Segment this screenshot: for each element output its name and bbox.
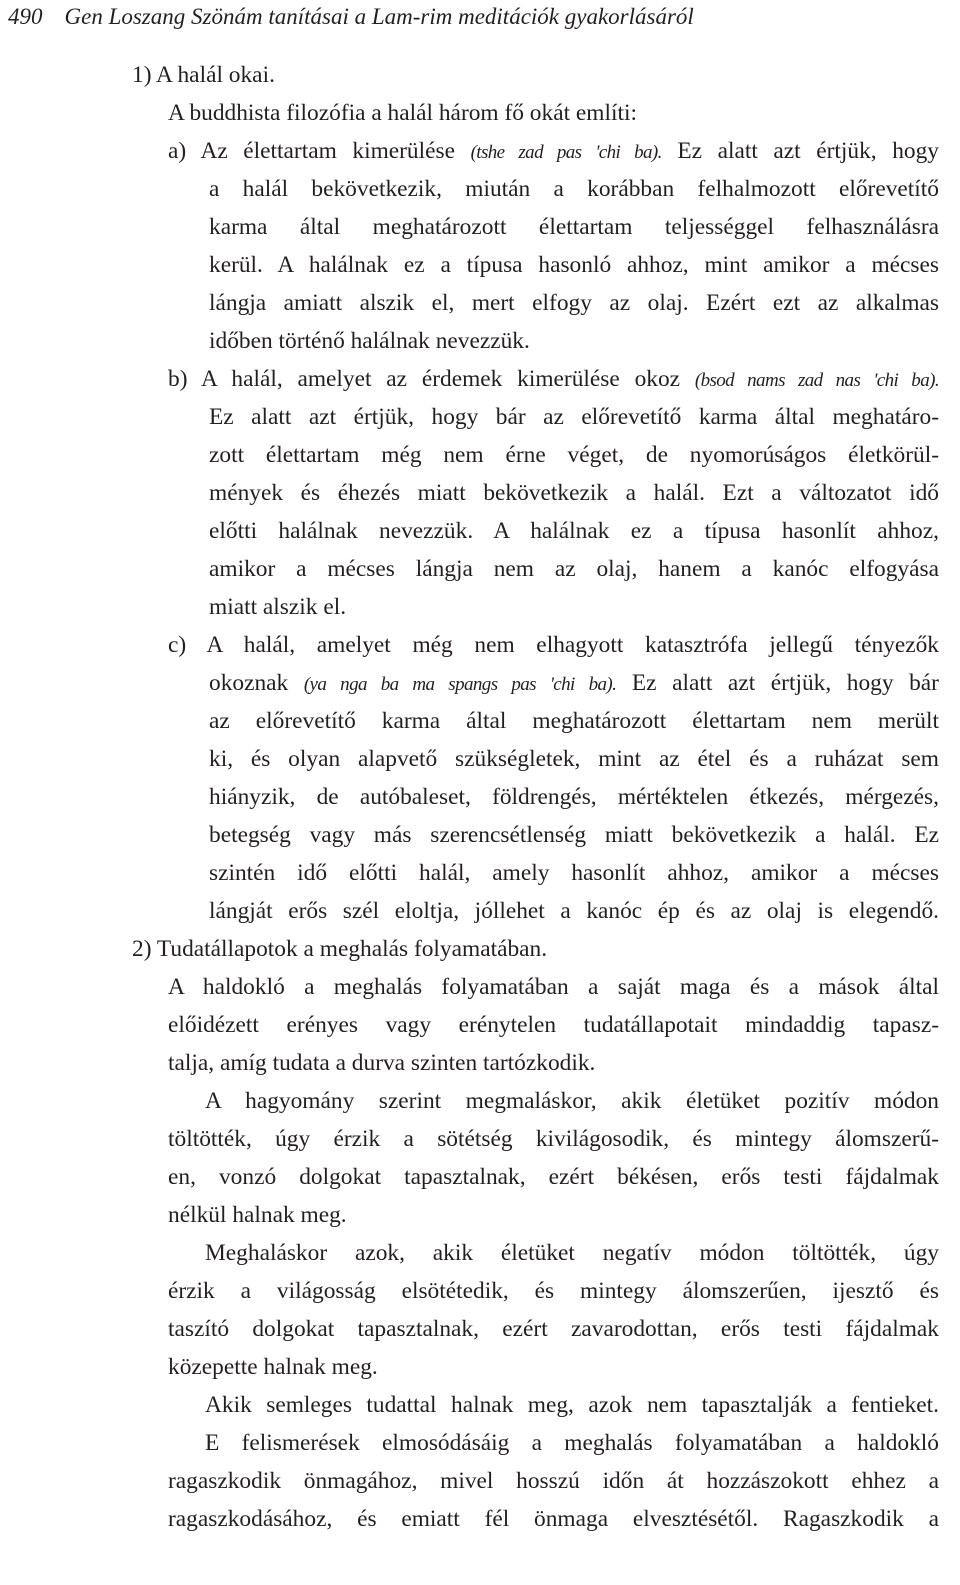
text-line: kerül. A halálnak ez a típusa hasonló ahhoz, mint amikor a mécses: [209, 252, 939, 278]
text-line: hiányzik, de autóbaleset, földrengés, mértéktelen étkezés, mérgezés,: [209, 784, 939, 810]
text-line: miatt alszik el.: [209, 594, 347, 620]
paragraph-start: Meghaláskor azok, akik életüket negatív módon töltötték, úgy: [205, 1240, 939, 1266]
text-line: Ez alatt azt értjük, hogy bár az előrevetítő karma által meghatáro-: [209, 404, 939, 430]
text-line: időben történő halálnak nevezzük.: [209, 328, 530, 354]
text-run: b) A halál, amelyet az érdemek kimerülése okoz: [168, 366, 681, 392]
text-run: Ez alatt azt értjük, hogy: [677, 138, 939, 164]
text-line: en, vonzó dolgokat tapasztalnak, ezért békésen, erős testi fájdalmak: [168, 1164, 939, 1190]
text-line: töltötték, úgy érzik a sötétség kivilágosodik, és mintegy álomszerű-: [168, 1126, 939, 1152]
text-line: karma által meghatározott élettartam teljességgel felhasználásra: [209, 214, 939, 240]
text-line: szintén idő előtti halál, amely hasonlít ahhoz, amikor a mécses: [209, 860, 939, 886]
text-line: lángját erős szél eloltja, jóllehet a kanóc ép és az olaj is elegendő.: [209, 898, 939, 924]
text-line: ragaszkodásához, és emiatt fél önmaga elvesztésétől. Ragaszkodik a: [168, 1506, 939, 1532]
text-run: okoznak: [209, 670, 289, 696]
list-item-c: c) A halál, amelyet még nem elhagyott katasztrófa jellegű tényezők: [168, 632, 939, 658]
list-item-a: [168, 136, 939, 168]
text-line: lángja amiatt alszik el, mert elfogy az olaj. Ezért ezt az alkalmas: [209, 290, 939, 316]
section-heading-2: 2) Tudatállapotok a meghalás folyamatában.: [132, 936, 548, 962]
text-line: az előrevetítő karma által meghatározott élettartam nem merült: [209, 708, 939, 734]
text-line: talja, amíg tudata a durva szinten tartózkodik.: [168, 1050, 596, 1076]
text-line: zott élettartam még nem érne véget, de nyomorúságos életkörül-: [209, 442, 939, 468]
tibetan-term: (ya nga ba ma spangs pas 'chi ba).: [303, 674, 617, 695]
tibetan-term: (bsod nams zad nas 'chi ba).: [694, 370, 939, 391]
paragraph-start: Akik semleges tudattal halnak meg, azok nem tapasztalják a fentieket.: [205, 1392, 939, 1418]
paragraph-start: A hagyomány szerint megmaláskor, akik életüket pozitív módon: [205, 1088, 939, 1114]
text-run: a) Az élettartam kimerülése: [168, 138, 455, 164]
paragraph-start: E felismerések elmosódásáig a meghalás folyamatában a haldokló: [205, 1430, 939, 1456]
text-line: betegség vagy más szerencsétlenség miatt bekövetkezik a halál. Ez: [209, 822, 939, 848]
section-heading-1: 1) A halál okai.: [132, 62, 275, 88]
text-line: A haldokló a meghalás folyamatában a saját maga és a mások által: [168, 974, 939, 1000]
running-title: Gen Loszang Szönám tanításai a Lam-rim meditációk gyakorlásáról: [64, 4, 694, 29]
text-line: ki, és olyan alapvető szükségletek, mint az étel és a ruházat sem: [209, 746, 939, 772]
text-run: Ez alatt azt értjük, hogy bár: [631, 670, 939, 696]
text-line: taszító dolgokat tapasztalnak, ezért zavarodottan, erős testi fájdalmak: [168, 1316, 939, 1342]
text-line: a halál bekövetkezik, miután a korábban felhalmozott előrevetítő: [209, 176, 939, 202]
text-line: amikor a mécses lángja nem az olaj, hanem a kanóc elfogyása: [209, 556, 939, 582]
text-line: [209, 668, 939, 700]
text-line: előtti halálnak nevezzük. A halálnak ez a típusa hasonlít ahhoz,: [209, 518, 939, 544]
tibetan-term: (tshe zad pas 'chi ba).: [470, 142, 662, 163]
text-line: érzik a világosság elsötétedik, és mintegy álomszerűen, ijesztő és: [168, 1278, 939, 1304]
text-line: A buddhista filozófia a halál három fő okát említi:: [168, 100, 637, 126]
running-header: [8, 2, 694, 32]
page-number: 490: [8, 4, 43, 29]
text-line: előidézett erényes vagy erénytelen tudatállapotait mindaddig tapasz-: [168, 1012, 939, 1038]
text-line: mények és éhezés miatt bekövetkezik a halál. Ezt a változatot idő: [209, 480, 939, 506]
text-line: nélkül halnak meg.: [168, 1202, 347, 1228]
text-line: közepette halnak meg.: [168, 1354, 378, 1380]
list-item-b: [168, 364, 939, 396]
text-line: ragaszkodik önmagához, mivel hosszú időn át hozzászokott ehhez a: [168, 1468, 939, 1494]
